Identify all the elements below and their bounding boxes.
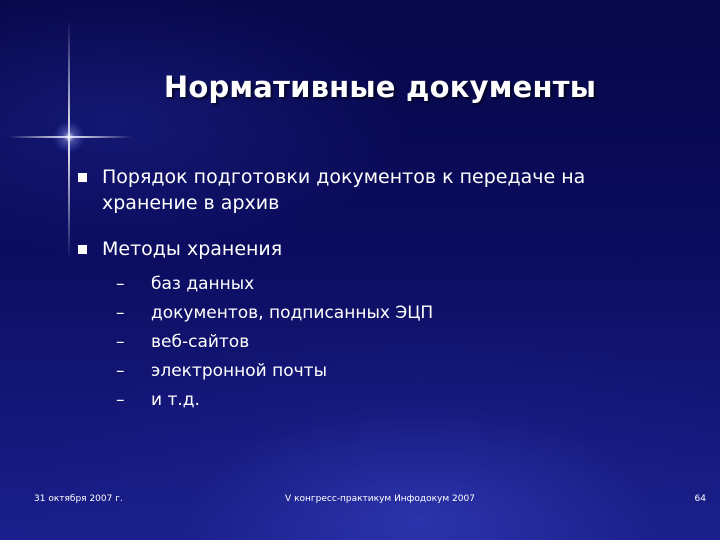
sub-bullet-list: [116, 270, 676, 415]
sub-bullet-item: [116, 270, 676, 299]
slide-title: Нормативные документы: [163, 70, 597, 104]
sub-bullet-text: документов, подписанных ЭЦП: [151, 303, 434, 323]
page-number: 64: [694, 494, 706, 504]
sub-bullet-item: [116, 357, 676, 386]
sub-bullet-item: [116, 386, 676, 415]
bullet-item: [76, 164, 676, 216]
sub-bullet-text: баз данных: [151, 274, 255, 294]
dash-marker: –: [116, 303, 125, 323]
square-bullet-icon: [78, 173, 87, 182]
footer-event: V конгресс-практикум Инфодокум 2007: [285, 494, 475, 504]
bullet-list: [76, 164, 676, 415]
sub-bullet-text: и т.д.: [151, 390, 200, 410]
dash-marker: –: [116, 361, 125, 381]
bullet-text: Методы хранения: [102, 238, 283, 260]
bullet-item: [76, 236, 676, 415]
footer-date: 31 октября 2007 г.: [34, 494, 123, 504]
sub-bullet-item: [116, 328, 676, 357]
dash-marker: –: [116, 274, 125, 294]
dash-marker: –: [116, 332, 125, 352]
sub-bullet-text: электронной почты: [151, 361, 327, 381]
sub-bullet-text: веб-сайтов: [151, 332, 250, 352]
bullet-text: Порядок подготовки документов к передаче на хранение в архив: [102, 166, 586, 214]
sub-bullet-item: [116, 299, 676, 328]
dash-marker: –: [116, 390, 125, 410]
square-bullet-icon: [78, 245, 87, 254]
